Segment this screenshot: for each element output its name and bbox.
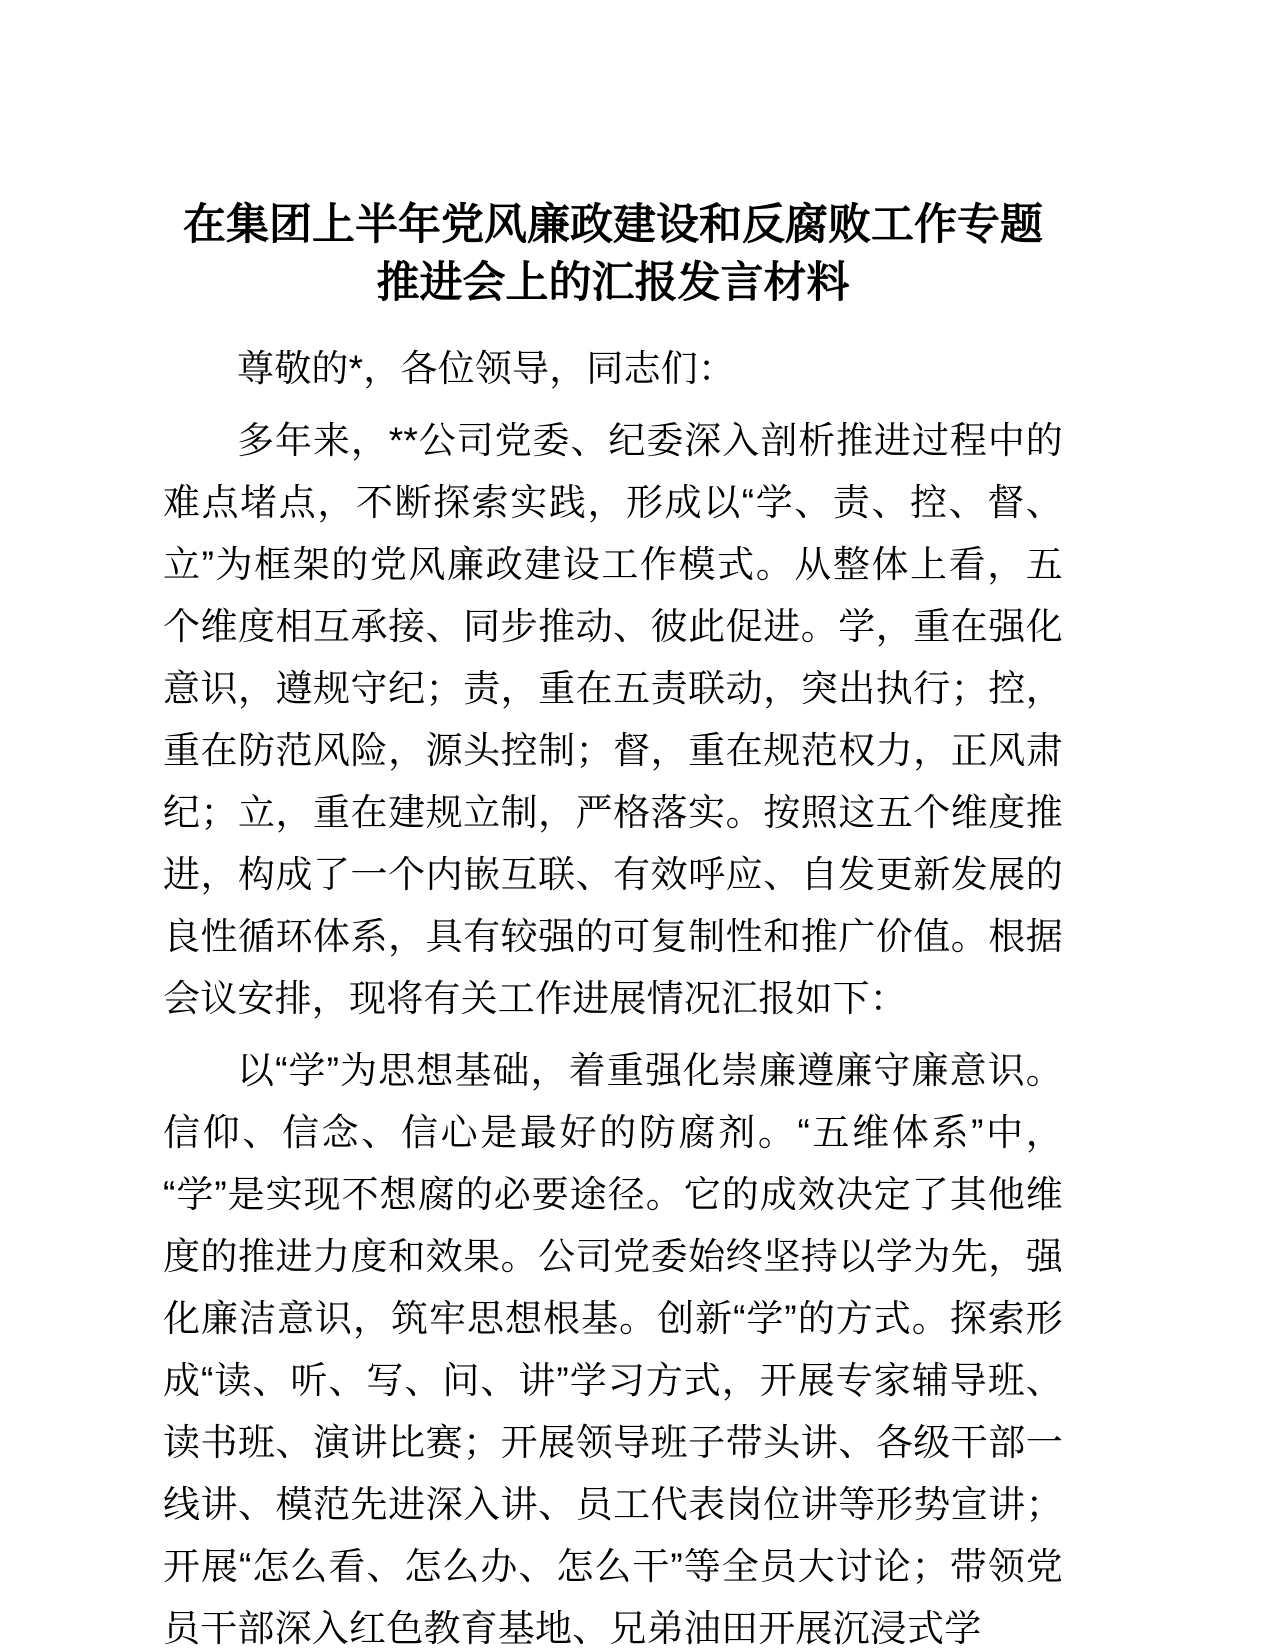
body-paragraph-2: 以“学”为思想基础，着重强化崇廉遵廉守廉意识。信仰、信念、信心是最好的防腐剂。“五维体系”中，“学”是实现不想腐的必要途径。它的成效决定了其他维度的推进力度和效果。公司党委始终坚持以学为先，强化廉洁意识，筑牢思想根基。创新“学”的方式。探索形成“读、听、写、问、讲”学习方式，开展专家辅导班、读书班、演讲比赛；开展领导班子带头讲、各级干部一线讲、模范先进深入讲、员工代表岗位讲等形势宣讲；开展“怎么看、怎么办、怎么干”等全员大讨论；带领党员干部深入红色教育基地、兄弟油田开展沉浸式学 bbox=[163, 1050, 1063, 1649]
salutation-line: 尊敬的*，各位领导，同志们： bbox=[237, 348, 736, 389]
body-paragraph-2-wrapper bbox=[163, 1040, 1063, 1650]
document-body bbox=[163, 196, 1063, 1650]
page-title: 在集团上半年党风廉政建设和反腐败工作专题推进会上的汇报发言材料 bbox=[183, 201, 1043, 307]
body-paragraph-1: 多年来，**公司党委、纪委深入剖析推进过程中的难点堵点，不断探索实践，形成以“学、责、控、督、立”为框架的党风廉政建设工作模式。从整体上看，五个维度相互承接、同步推动、彼此促进。学，重在强化意识，遵规守纪；责，重在五责联动，突出执行；控，重在防范风险，源头控制；督，重在规范权力，正风肃纪；立，重在建规立制，严格落实。按照这五个维度推进，构成了一个内嵌互联、有效呼应、自发更新发展的良性循环体系，具有较强的可复制性和推广价值。根据会议安排，现将有关工作进展情况汇报如下： bbox=[163, 420, 1063, 1019]
